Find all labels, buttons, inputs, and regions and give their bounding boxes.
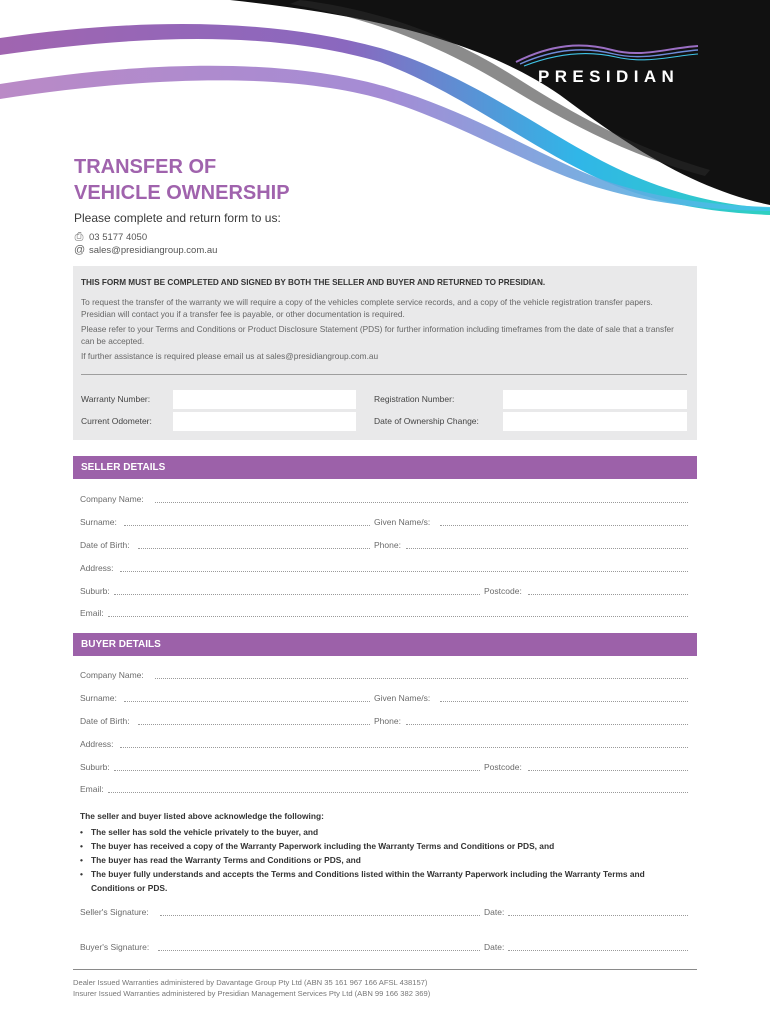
notice-paragraph-3: If further assistance is required please email us at sales@presidiangroup.com.au bbox=[81, 351, 379, 361]
current-odometer-label: Current Odometer: bbox=[81, 416, 152, 426]
at-icon: @ bbox=[74, 244, 86, 256]
buyer-postcode-field[interactable] bbox=[528, 770, 688, 771]
notice-heading: THIS FORM MUST BE COMPLETED AND SIGNED BY BOTH THE SELLER AND BUYER AND RETURNED TO PRESIDIAN. bbox=[81, 278, 546, 287]
seller-postcode-label: Postcode: bbox=[484, 586, 522, 596]
ownership-change-date-field[interactable] bbox=[503, 412, 687, 431]
seller-given-names-field[interactable] bbox=[440, 525, 688, 526]
buyer-surname-label: Surname: bbox=[80, 693, 117, 703]
buyer-dob-label: Date of Birth: bbox=[80, 716, 130, 726]
seller-surname-field[interactable] bbox=[124, 525, 370, 526]
return-instructions: Please complete and return form to us: bbox=[74, 211, 281, 225]
contact-email[interactable]: sales@presidiangroup.com.au bbox=[89, 244, 218, 256]
acknowledgement-item: • The buyer has received a copy of the Warranty Paperwork including the Warranty Terms and Conditions or PDS, and bbox=[80, 839, 670, 853]
seller-address-label: Address: bbox=[80, 563, 114, 573]
seller-date-label: Date: bbox=[484, 907, 505, 917]
buyer-company-field[interactable] bbox=[155, 678, 688, 679]
seller-details-header bbox=[73, 456, 697, 479]
acknowledgement-item: • The buyer has read the Warranty Terms and Conditions or PDS, and bbox=[80, 853, 670, 867]
buyer-signature-label: Buyer's Signature: bbox=[80, 942, 150, 952]
seller-company-field[interactable] bbox=[155, 502, 688, 503]
buyer-given-names-field[interactable] bbox=[440, 701, 688, 702]
page-title-line1: TRANSFER OF bbox=[74, 156, 217, 178]
seller-email-label: Email: bbox=[80, 608, 104, 618]
seller-details-title: SELLER DETAILS bbox=[81, 462, 166, 473]
buyer-surname-field[interactable] bbox=[124, 701, 370, 702]
seller-signature-label: Seller's Signature: bbox=[80, 907, 149, 917]
seller-date-field[interactable] bbox=[508, 915, 688, 916]
footer-line-1: Dealer Issued Warranties administered by Davantage Group Pty Ltd (ABN 35 161 967 166 AFSL 438157) bbox=[73, 978, 428, 987]
seller-dob-label: Date of Birth: bbox=[80, 540, 130, 550]
seller-suburb-field[interactable] bbox=[114, 594, 480, 595]
seller-given-names-label: Given Name/s: bbox=[374, 517, 431, 527]
registration-number-field[interactable] bbox=[503, 390, 687, 409]
page-title-line2: VEHICLE OWNERSHIP bbox=[74, 182, 290, 204]
fax-icon: ⎙ bbox=[74, 231, 84, 243]
seller-dob-field[interactable] bbox=[138, 548, 370, 549]
seller-email-field[interactable] bbox=[108, 616, 688, 617]
buyer-given-names-label: Given Name/s: bbox=[374, 693, 431, 703]
registration-number-label: Registration Number: bbox=[374, 394, 455, 404]
notice-paragraph-2: Please refer to your Terms and Conditions or Product Disclosure Statement (PDS) for further information including timeframes from the date of sale that a transfer can be accepted. bbox=[81, 324, 674, 346]
acknowledgement-item: • The buyer fully understands and accepts the Terms and Conditions listed within the Warranty Paperwork including the Warranty Terms and Conditions or PDS. bbox=[80, 867, 670, 895]
divider bbox=[81, 374, 687, 375]
buyer-email-label: Email: bbox=[80, 784, 104, 794]
buyer-address-label: Address: bbox=[80, 739, 114, 749]
buyer-postcode-label: Postcode: bbox=[484, 762, 522, 772]
seller-phone-label: Phone: bbox=[374, 540, 401, 550]
buyer-phone-label: Phone: bbox=[374, 716, 401, 726]
buyer-signature-field[interactable] bbox=[158, 950, 480, 951]
buyer-phone-field[interactable] bbox=[406, 724, 688, 725]
buyer-details-title: BUYER DETAILS bbox=[81, 639, 161, 650]
page-title bbox=[74, 154, 394, 206]
seller-postcode-field[interactable] bbox=[528, 594, 688, 595]
brand-name: PRESIDIAN bbox=[538, 67, 680, 86]
buyer-suburb-field[interactable] bbox=[114, 770, 480, 771]
email-line bbox=[74, 244, 217, 256]
brand-logo bbox=[512, 38, 702, 94]
acknowledgement-item: • The seller has sold the vehicle privately to the buyer, and bbox=[80, 825, 670, 839]
seller-company-label: Company Name: bbox=[80, 494, 144, 504]
notice-paragraph-1: To request the transfer of the warranty we will require a copy of the vehicles complete service records, and a copy of the vehicle registration transfer papers. Presidian will contact you if a transfer fee is payable, or other documentation is required. bbox=[81, 297, 653, 319]
buyer-company-label: Company Name: bbox=[80, 670, 144, 680]
acknowledgement-heading: The seller and buyer listed above acknowledge the following: bbox=[80, 811, 324, 821]
buyer-address-field[interactable] bbox=[120, 747, 688, 748]
footer-divider bbox=[73, 969, 697, 970]
warranty-number-field[interactable] bbox=[173, 390, 356, 409]
buyer-date-label: Date: bbox=[484, 942, 505, 952]
buyer-details-header bbox=[73, 633, 697, 656]
fax-line bbox=[74, 231, 147, 244]
footer-line-2: Insurer Issued Warranties administered by Presidian Management Services Pty Ltd (ABN 99 166 382 369) bbox=[73, 989, 431, 998]
ownership-change-date-label: Date of Ownership Change: bbox=[374, 416, 479, 426]
seller-surname-label: Surname: bbox=[80, 517, 117, 527]
warranty-number-label: Warranty Number: bbox=[81, 394, 151, 404]
buyer-email-field[interactable] bbox=[108, 792, 688, 793]
buyer-dob-field[interactable] bbox=[138, 724, 370, 725]
seller-signature-field[interactable] bbox=[160, 915, 480, 916]
seller-address-field[interactable] bbox=[120, 571, 688, 572]
buyer-date-field[interactable] bbox=[508, 950, 688, 951]
logo-wave-icon bbox=[512, 38, 702, 68]
buyer-suburb-label: Suburb: bbox=[80, 762, 110, 772]
seller-suburb-label: Suburb: bbox=[80, 586, 110, 596]
current-odometer-field[interactable] bbox=[173, 412, 356, 431]
notice-box bbox=[73, 266, 697, 440]
seller-phone-field[interactable] bbox=[406, 548, 688, 549]
acknowledgement-list bbox=[80, 825, 670, 895]
fax-number: 03 5177 4050 bbox=[89, 232, 148, 243]
